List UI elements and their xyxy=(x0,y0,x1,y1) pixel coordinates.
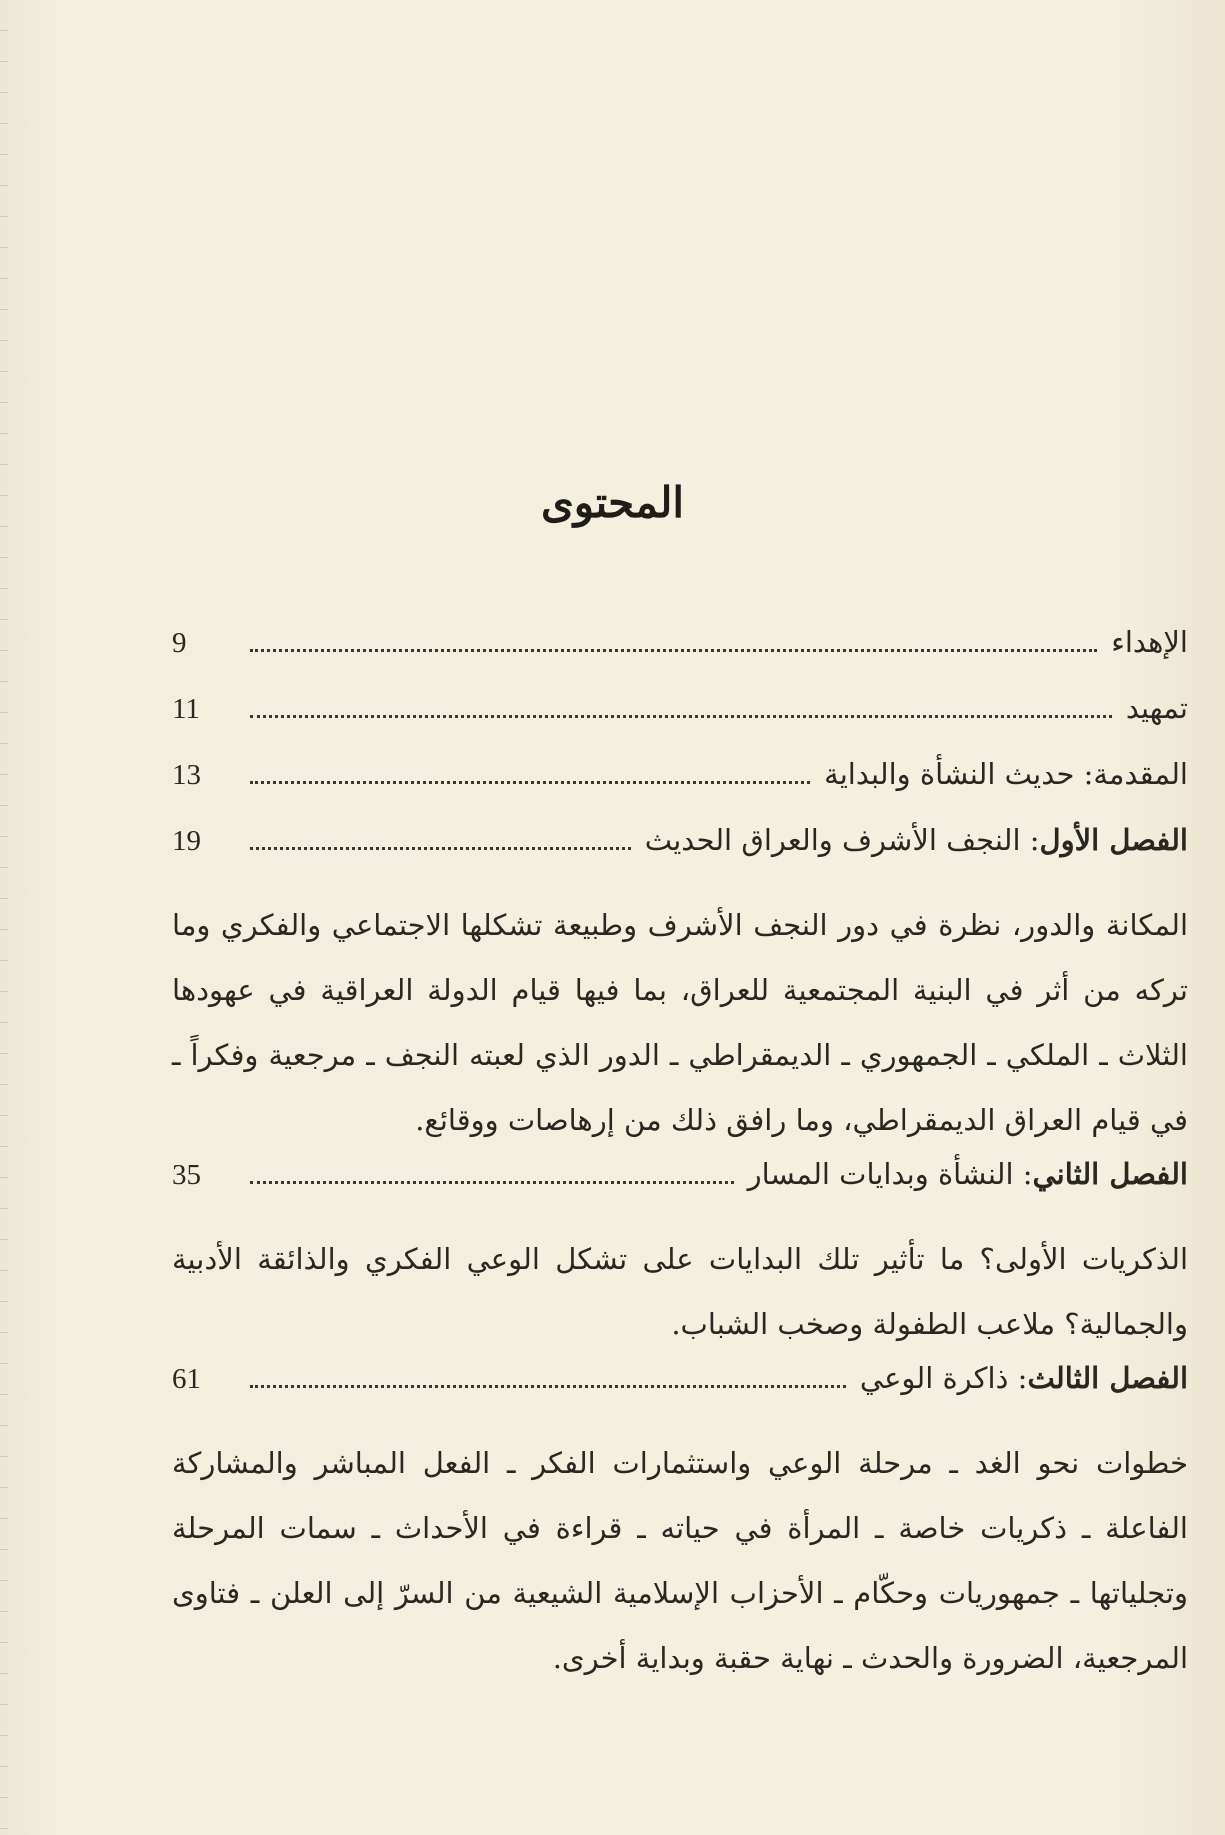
dot-leader xyxy=(250,1181,734,1184)
toc-page-number: 61 xyxy=(172,1363,201,1395)
toc-page-number: 19 xyxy=(172,825,201,857)
dot-leader xyxy=(250,781,810,784)
toc-page-number: 9 xyxy=(172,627,187,659)
toc-page-number: 13 xyxy=(172,759,201,791)
chapter-description: المكانة والدور، نظرة في دور النجف الأشرف وطبيعة تشكلها الاجتماعي والفكري وما تركه من أثر في البنية المجتمعية للعراق، بما فيها قيام الدولة العراقية في عهودها الثلاث ـ الملكي ـ الجمهوري ـ الديمقراطي ـ الدور الذي لعبته النجف ـ مرجعية وفكراً ـ في قيام العراق الديمقراطي، وما رافق ذلك من إرهاصات ووقائع. xyxy=(172,908,1188,1137)
toc-entry-preface[interactable] xyxy=(172,691,1188,757)
toc-entry-dedication[interactable] xyxy=(172,625,1188,691)
dot-leader xyxy=(250,649,1097,652)
toc-entry-label xyxy=(631,823,1188,857)
toc-entry-chapter-2[interactable] xyxy=(172,1157,1188,1223)
toc-entry-chapter-1[interactable] xyxy=(172,823,1188,889)
toc-entry-title: المقدمة: حديث النشأة والبداية xyxy=(824,757,1188,791)
toc-entry-title: تمهيد xyxy=(1125,691,1188,725)
dot-leader xyxy=(250,1385,846,1388)
page-title: المحتوى xyxy=(540,478,685,527)
chapter-description: الذكريات الأولى؟ ما تأثير تلك البدايات على تشكل الوعي الفكري والذائقة الأدبية والجمالية؟ ملاعب الطفولة وصخب الشباب. xyxy=(172,1242,1188,1341)
toc-page-number: 11 xyxy=(172,693,200,725)
toc-entry-chapter-3[interactable] xyxy=(172,1361,1188,1427)
chapter-description: خطوات نحو الغد ـ مرحلة الوعي واستثمارات الفكر ـ الفعل المباشر والمشاركة الفاعلة ـ ذكريات خاصة ـ المرأة في حياته ـ قراءة في الأحداث ـ سمات المرحلة وتجلياتها ـ جمهوريات وحكّام ـ الأحزاب الإسلامية الشيعية من السرّ إلى العلن ـ فتاوى المرجعية، الضرورة والحدث ـ نهاية حقبة وبداية أخرى. xyxy=(172,1446,1188,1675)
dot-leader xyxy=(250,715,1112,718)
toc-entry-title: : ذاكرة الوعي xyxy=(859,1361,1028,1395)
chapter-label: الفصل الثاني xyxy=(1032,1157,1188,1191)
table-of-contents xyxy=(172,625,1188,1695)
toc-entry-introduction[interactable] xyxy=(172,757,1188,823)
chapter-label: الفصل الثالث xyxy=(1027,1361,1188,1395)
dot-leader xyxy=(250,847,631,850)
toc-entry-title: : النجف الأشرف والعراق الحديث xyxy=(644,823,1040,857)
toc-entry-label xyxy=(846,1361,1188,1395)
toc-entry-title: : النشأة وبدايات المسار xyxy=(747,1157,1033,1191)
toc-entry-label xyxy=(734,1157,1188,1191)
toc-page-number: 35 xyxy=(172,1159,201,1191)
page-edge xyxy=(0,0,8,1835)
chapter-label: الفصل الأول xyxy=(1039,823,1188,857)
toc-entry-title: الإهداء xyxy=(1111,625,1188,659)
